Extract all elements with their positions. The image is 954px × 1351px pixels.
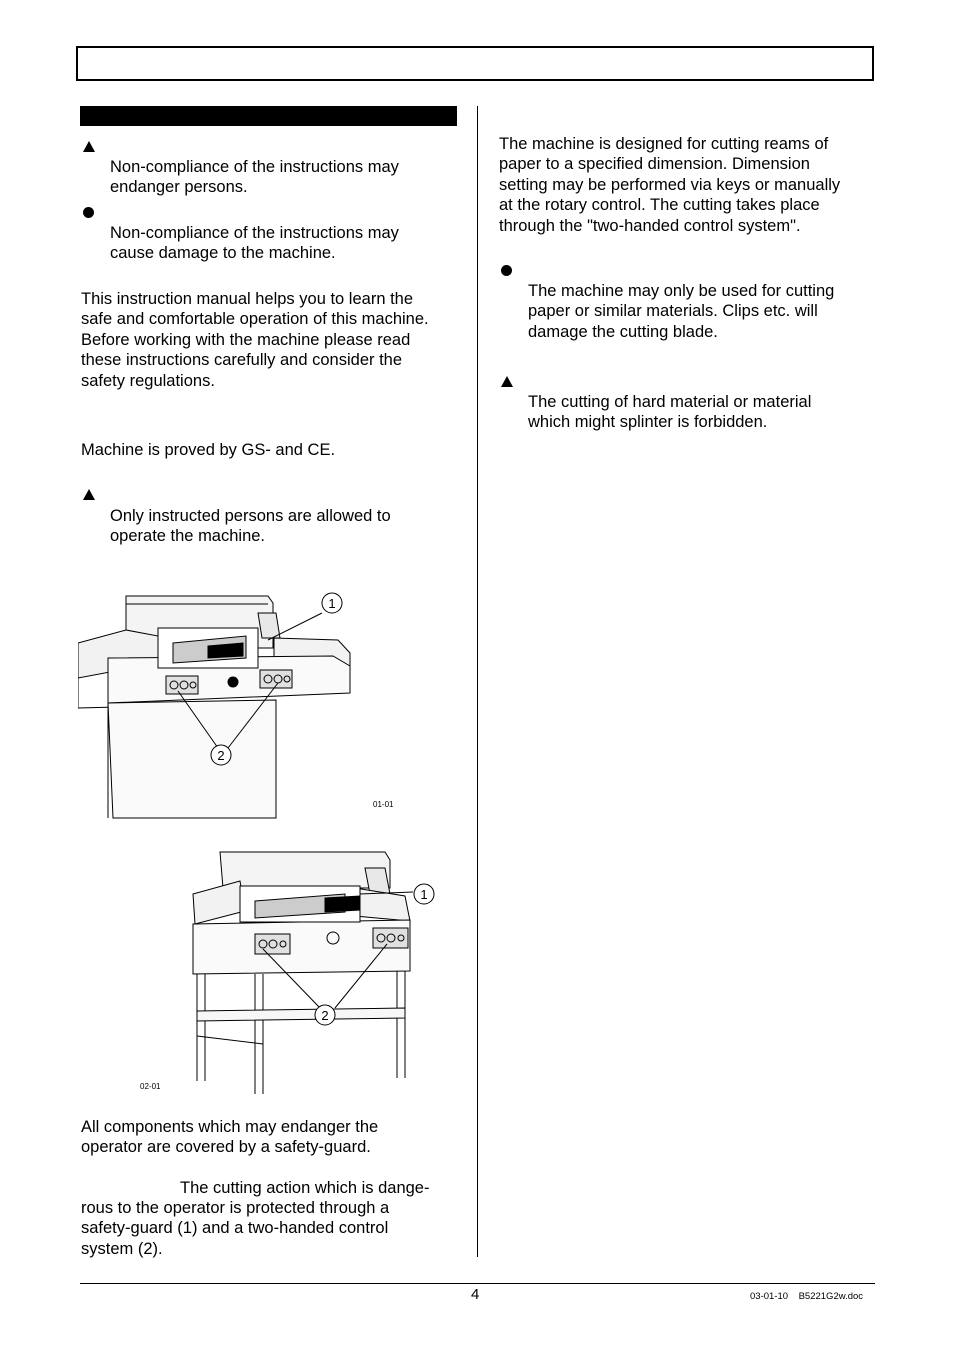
operator-warning-text: Only instructed persons are allowed to operate the machine.: [110, 507, 391, 546]
intro-paragraph: This instruction manual helps you to learn the safe and comfortable operation of this machine. Before working with the machine please read these instructions carefully and consider the safety regulations.: [81, 290, 429, 390]
warning-triangle-icon: [83, 489, 95, 500]
figure2-callout-1: 1: [420, 887, 428, 902]
figure2-code: 02-01: [140, 1082, 161, 1091]
figure1-callout-2: 2: [217, 748, 225, 763]
figure1-callout-1: 1: [328, 596, 336, 611]
page-number: 4: [471, 1286, 480, 1303]
caution-circle-icon: [83, 207, 94, 218]
warning-triangle-icon: [501, 376, 513, 387]
caution-circle-icon: [501, 265, 512, 276]
footer-rule: [80, 1283, 875, 1284]
section-title-bar: [80, 106, 457, 126]
safety-guard-text: All components which may endanger the operator are covered by a safety-guard.: [81, 1118, 379, 1157]
hard-material-warning-text: The cutting of hard material or material which might splinter is forbidden.: [528, 393, 812, 432]
purpose-paragraph: The machine is designed for cutting reams of paper to a specified dimension. Dimension setting may be performed via keys or manually at the rotary control. The cutting takes place through the "two-handed control system".: [499, 135, 841, 235]
document-reference: 03-01-10 B5221G2w.doc: [750, 1291, 864, 1302]
figure1-code: 01-01: [373, 800, 394, 809]
figure-floor-cutter: [135, 846, 445, 1096]
warning-triangle-icon: [83, 141, 95, 152]
caution-machine-text: Non-compliance of the instructions may cause damage to the machine.: [110, 224, 399, 263]
warning-persons-text: Non-compliance of the instructions may endanger persons.: [110, 158, 399, 197]
column-divider: [477, 106, 478, 1257]
figure-tabletop-cutter: [78, 588, 408, 828]
header-box: [76, 46, 874, 81]
cutting-action-text: rous to the operator is protected through a safety-guard (1) and a two-handed control system (2).: [81, 1199, 390, 1258]
figure2-callout-2: 2: [321, 1008, 329, 1023]
cutting-action-line1: The cutting action which is dange-: [180, 1179, 430, 1197]
usage-caution-text: The machine may only be used for cutting paper or similar materials. Clips etc. will damage the cutting blade.: [528, 282, 835, 341]
certification-text: Machine is proved by GS- and CE.: [81, 441, 336, 459]
